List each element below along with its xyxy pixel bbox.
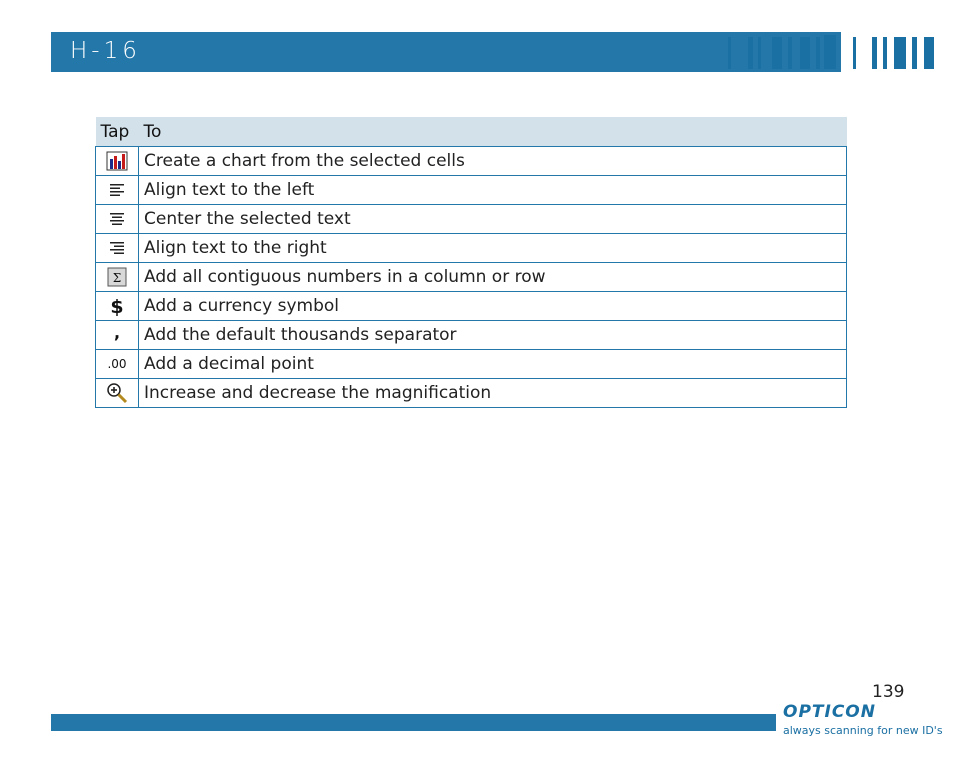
- opticon-logo: OPTICON: [783, 702, 876, 722]
- table-row: [96, 234, 847, 263]
- icon-cell: [96, 234, 139, 263]
- icon-cell: [96, 350, 139, 379]
- comma-icon: [111, 326, 123, 344]
- row-description: Increase and decrease the magnification: [139, 379, 847, 408]
- row-description: Add all contiguous numbers in a column or row: [139, 263, 847, 292]
- table-row: [96, 379, 847, 408]
- header-bar: [51, 32, 841, 72]
- svg-text:.00: .00: [107, 357, 127, 371]
- table-row: [96, 205, 847, 234]
- row-description: Add a decimal point: [139, 350, 847, 379]
- footer-bar: [51, 714, 776, 731]
- table-row: [96, 350, 847, 379]
- row-description: Create a chart from the selected cells: [139, 147, 847, 176]
- align-left-icon: [109, 182, 125, 198]
- chart-icon: [106, 151, 128, 171]
- autosum-icon: [107, 267, 127, 287]
- align-center-icon: [109, 211, 125, 227]
- section-title: H-16: [70, 38, 141, 64]
- svg-text:Σ: Σ: [112, 271, 122, 285]
- currency-icon: [109, 295, 125, 317]
- row-description: Align text to the right: [139, 234, 847, 263]
- table-header-row: [96, 117, 847, 147]
- align-right-icon: [109, 240, 125, 256]
- table-row: [96, 292, 847, 321]
- icon-cell: [96, 263, 139, 292]
- icon-cell: [96, 205, 139, 234]
- table-row: [96, 176, 847, 205]
- icon-cell: [96, 379, 139, 408]
- barcode-graphic: [728, 35, 934, 69]
- row-description: Add a currency symbol: [139, 292, 847, 321]
- row-description: Add the default thousands separator: [139, 321, 847, 350]
- table-row: [96, 321, 847, 350]
- zoom-icon: [106, 382, 128, 404]
- icon-cell: [96, 176, 139, 205]
- page-number: 139: [872, 682, 905, 702]
- column-header-tap: Tap: [96, 117, 139, 147]
- svg-text:,: ,: [113, 326, 121, 342]
- logo-tagline: always scanning for new ID's: [783, 724, 943, 737]
- row-description: Center the selected text: [139, 205, 847, 234]
- toolbar-buttons-table: [95, 117, 847, 408]
- row-description: Align text to the left: [139, 176, 847, 205]
- icon-cell: [96, 292, 139, 321]
- column-header-to: To: [139, 117, 847, 147]
- decimal-icon: [105, 356, 129, 372]
- table-row: [96, 147, 847, 176]
- table-row: [96, 263, 847, 292]
- icon-cell: [96, 321, 139, 350]
- svg-text:$: $: [110, 296, 124, 317]
- icon-cell: [96, 147, 139, 176]
